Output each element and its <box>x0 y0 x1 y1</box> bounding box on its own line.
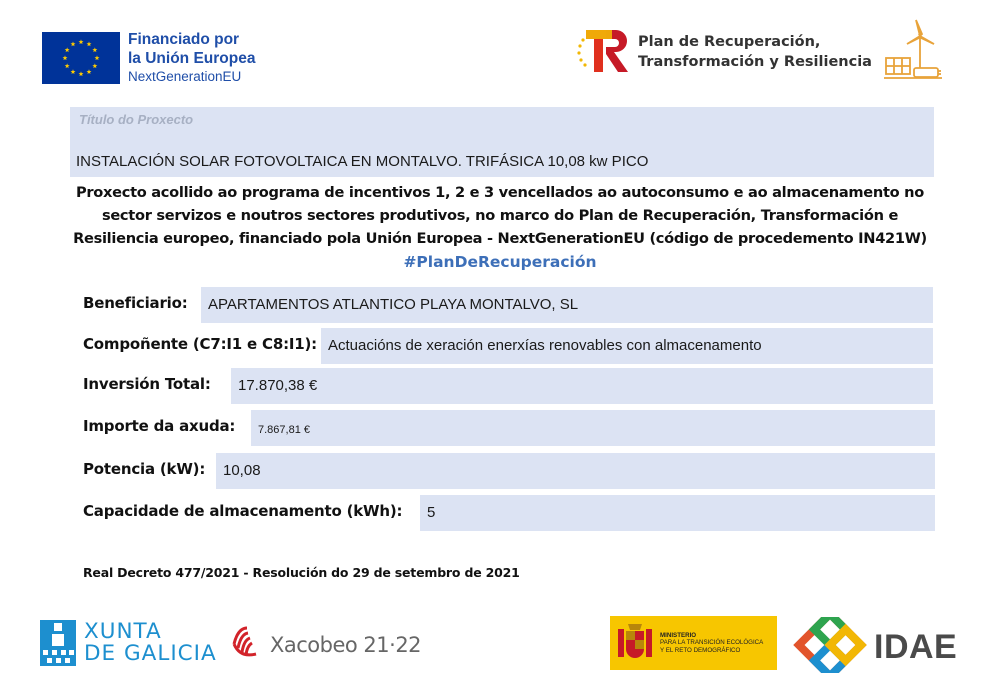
ministerio-logo <box>610 616 777 670</box>
description-line: Proxecto acollido ao programa de incentivos 1, 2 e 3 vencellados ao autoconsumo e ao almacenamento no <box>76 184 924 201</box>
decree-text: Real Decreto 477/2021 - Resolución do 29 de setembro de 2021 <box>83 565 520 580</box>
prtr-logo <box>576 26 872 78</box>
field-box <box>420 495 935 531</box>
field-value: 17.870,38 € <box>238 377 318 394</box>
description-line: sector servizos e noutros sectores produtivos, no marco do Plan de Recuperación, Transformación e <box>101 207 899 224</box>
field-capacidade <box>83 495 935 531</box>
field-label: Inversión Total: <box>83 375 211 393</box>
xacobeo-text: Xacobeo 21·22 <box>270 632 422 657</box>
eu-flag-icon <box>42 32 120 84</box>
field-value: Actuacións de xeración enerxías renovables con almacenamento <box>328 337 762 354</box>
field-box <box>216 453 935 489</box>
eu-funding-logo <box>42 32 255 86</box>
xunta-line1: XUNTA <box>84 619 162 644</box>
field-label: Capacidade de almacenamento (kWh): <box>83 502 403 520</box>
idae-mark-icon <box>792 617 868 678</box>
project-title-value: INSTALACIÓN SOLAR FOTOVOLTAICA EN MONTALVO. TRIFÁSICA 10,08 kw PICO <box>76 153 649 170</box>
field-value: 7.867,81 € <box>258 424 310 436</box>
xunta-line2: DE GALICIA <box>84 641 217 666</box>
field-potencia <box>83 453 935 489</box>
xacobeo-logo <box>230 624 421 665</box>
hashtag: #PlanDeRecuperación <box>403 253 597 271</box>
project-description <box>60 181 940 250</box>
field-box <box>231 368 933 404</box>
ministerio-line2: PARA LA TRANSICIÓN ECOLÓGICA <box>660 639 764 647</box>
scallop-shell-icon <box>230 624 264 665</box>
eu-line2: la Unión Europea <box>128 50 256 67</box>
field-beneficiario <box>83 287 933 323</box>
field-value: 10,08 <box>223 462 261 479</box>
field-label: Importe da axuda: <box>83 417 236 435</box>
field-axuda <box>83 410 935 446</box>
field-box <box>251 410 935 446</box>
spain-coat-of-arms-icon <box>616 621 654 665</box>
wind-solar-icon <box>880 18 946 84</box>
prtr-line1: Plan de Recuperación, <box>638 34 821 50</box>
field-label: Potencia (kW): <box>83 460 206 478</box>
field-label: Beneficiario: <box>83 294 188 312</box>
xunta-shield-icon <box>40 620 76 666</box>
description-line: Resiliencia europeo, financiado pola Unión Europea - NextGenerationEU (código de procedemento IN421W) <box>73 230 927 247</box>
project-title-box <box>70 107 934 177</box>
field-value: 5 <box>427 504 436 521</box>
field-inversion <box>83 368 933 404</box>
project-title-label: Título do Proxecto <box>79 112 194 127</box>
eu-line1: Financiado por <box>128 31 240 48</box>
field-value: APARTAMENTOS ATLANTICO PLAYA MONTALVO, SL <box>208 296 579 313</box>
field-box <box>321 328 933 364</box>
field-label: Compoñente (C7:I1 e C8:I1): <box>83 335 317 353</box>
field-box <box>201 287 933 323</box>
ministerio-line1: MINISTERIO <box>660 631 697 639</box>
prtr-line2: Transformación y Resiliencia <box>638 54 872 70</box>
prtr-icon <box>576 26 634 78</box>
idae-logo <box>792 617 957 678</box>
ministerio-line3: Y EL RETO DEMOGRÁFICO <box>660 646 741 654</box>
field-componente <box>83 328 933 364</box>
xunta-logo <box>40 620 217 666</box>
idae-text: IDAE <box>874 628 958 666</box>
eu-line3: NextGenerationEU <box>128 69 242 84</box>
